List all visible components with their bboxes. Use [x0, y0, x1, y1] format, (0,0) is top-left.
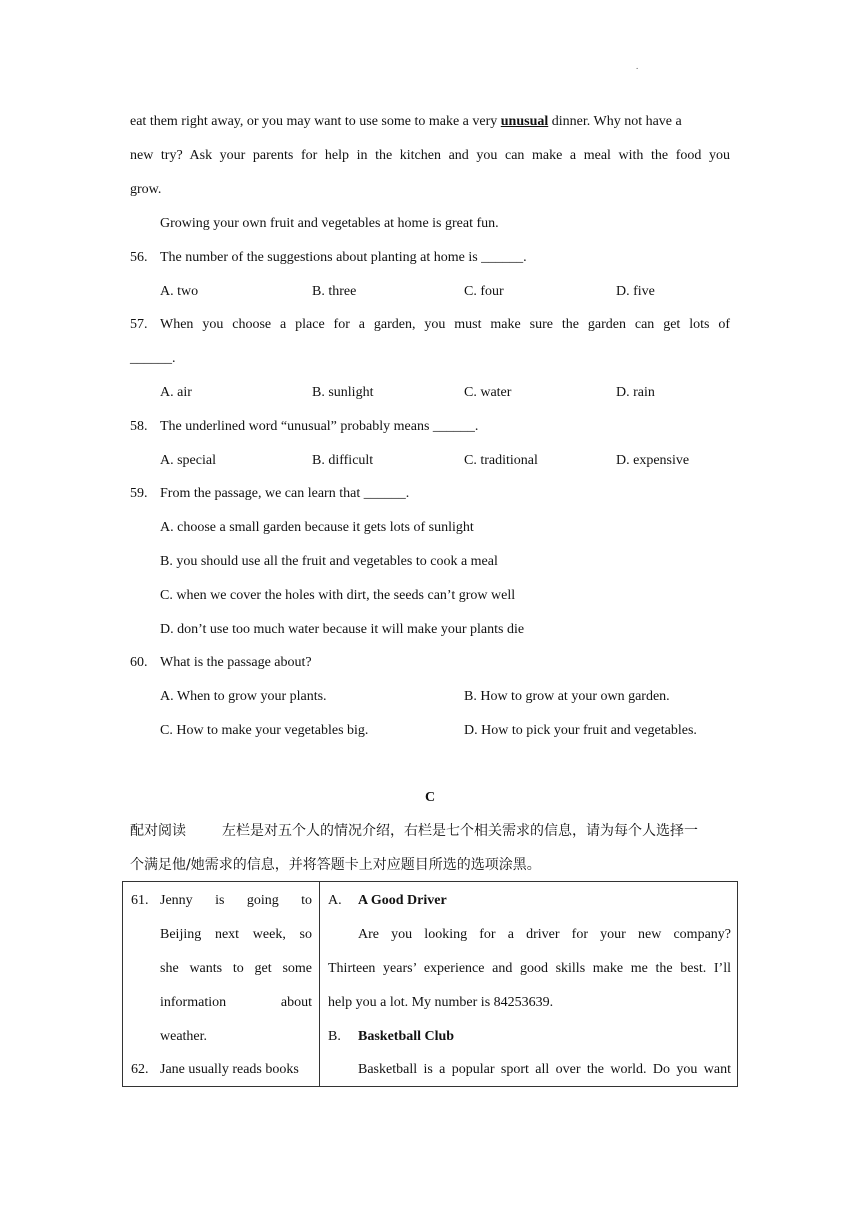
option-a[interactable]: A. air: [160, 385, 192, 400]
section-intro-text-continued: 个满足他/她需求的信息，并将答题卡上对应题目所选的选项涂黑。: [130, 857, 541, 873]
section-intro-text: 左栏是对五个人的情况介绍，右栏是七个相关需求的信息，请为每个人选择一: [222, 823, 698, 839]
item-number: 62.: [131, 1062, 149, 1077]
option-c[interactable]: C. water: [464, 385, 512, 400]
question-text-continued: ______.: [130, 351, 176, 366]
option-b[interactable]: B. you should use all the fruit and vegetables to cook a meal: [160, 554, 498, 569]
right-column: [320, 882, 738, 1087]
option-text: help you a lot. My number is 84253639.: [328, 995, 554, 1010]
question-text: When you choose a place for a garden, you must make sure the garden can get lots of: [160, 317, 730, 332]
matching-table: [122, 881, 738, 1087]
passage-text: eat them right away, or you may want to use some to make a very: [130, 114, 501, 129]
section-intro-label: 配对阅读: [130, 823, 186, 839]
option-d[interactable]: D. expensive: [616, 453, 690, 468]
option-d[interactable]: D. rain: [616, 385, 655, 400]
option-c[interactable]: C. How to make your vegetables big.: [160, 723, 369, 738]
underlined-word: unusual: [500, 114, 549, 129]
left-column: [123, 882, 320, 1087]
passage-text: dinner. Why not have a: [548, 114, 682, 129]
option-text: Are you looking for a driver for your new company?: [358, 927, 731, 942]
question-number: 56.: [130, 250, 148, 265]
option-d[interactable]: D. don’t use too much water because it will make your plants die: [160, 622, 525, 637]
option-b[interactable]: B. How to grow at your own garden.: [464, 689, 670, 704]
option-a[interactable]: A. choose a small garden because it gets lots of sunlight: [160, 520, 474, 535]
option-text: Thirteen years’ experience and good skills make me the best. I’ll: [328, 961, 731, 976]
option-text: Basketball is a popular sport all over the world. Do you want: [358, 1062, 731, 1077]
question-text: What is the passage about?: [160, 655, 312, 670]
page-marker: .: [636, 61, 639, 71]
option-b[interactable]: B. sunlight: [312, 385, 374, 400]
option-c[interactable]: C. traditional: [464, 453, 538, 468]
question-number: 58.: [130, 419, 148, 434]
passage-line-1: [130, 115, 730, 129]
option-d[interactable]: D. five: [616, 284, 655, 299]
option-b[interactable]: B. difficult: [312, 453, 374, 468]
option-title: Basketball Club: [358, 1029, 455, 1044]
item-text: she wants to get some: [160, 961, 312, 976]
option-d[interactable]: D. How to pick your fruit and vegetables.: [464, 723, 697, 738]
section-heading: C: [424, 790, 436, 805]
item-number: 61.: [131, 893, 149, 908]
question-text: From the passage, we can learn that ______.: [160, 486, 410, 501]
question-text: The number of the suggestions about planting at home is ______.: [160, 250, 527, 265]
passage-line-3: grow.: [130, 182, 162, 197]
item-text: Jane usually reads books: [160, 1062, 299, 1077]
item-text: Beijing next week, so: [160, 927, 312, 942]
option-a[interactable]: A. two: [160, 284, 199, 299]
option-a[interactable]: A. When to grow your plants.: [160, 689, 327, 704]
item-text: weather.: [160, 1029, 208, 1044]
item-text: information about: [160, 995, 312, 1010]
question-number: 60.: [130, 655, 148, 670]
option-title: A Good Driver: [358, 893, 447, 908]
passage-line-2: new try? Ask your parents for help in the kitchen and you can make a meal with the food you: [130, 148, 730, 163]
passage-line-4: Growing your own fruit and vegetables at home is great fun.: [160, 216, 499, 231]
question-number: 59.: [130, 486, 148, 501]
option-b[interactable]: B. three: [312, 284, 357, 299]
item-text: Jenny is going to: [160, 893, 312, 908]
question-text: The underlined word “unusual” probably means ______.: [160, 419, 479, 434]
option-letter: A.: [328, 893, 342, 908]
option-letter: B.: [328, 1029, 341, 1044]
option-c[interactable]: C. four: [464, 284, 504, 299]
question-number: 57.: [130, 317, 148, 332]
option-c[interactable]: C. when we cover the holes with dirt, the seeds can’t grow well: [160, 588, 516, 603]
option-a[interactable]: A. special: [160, 453, 216, 468]
